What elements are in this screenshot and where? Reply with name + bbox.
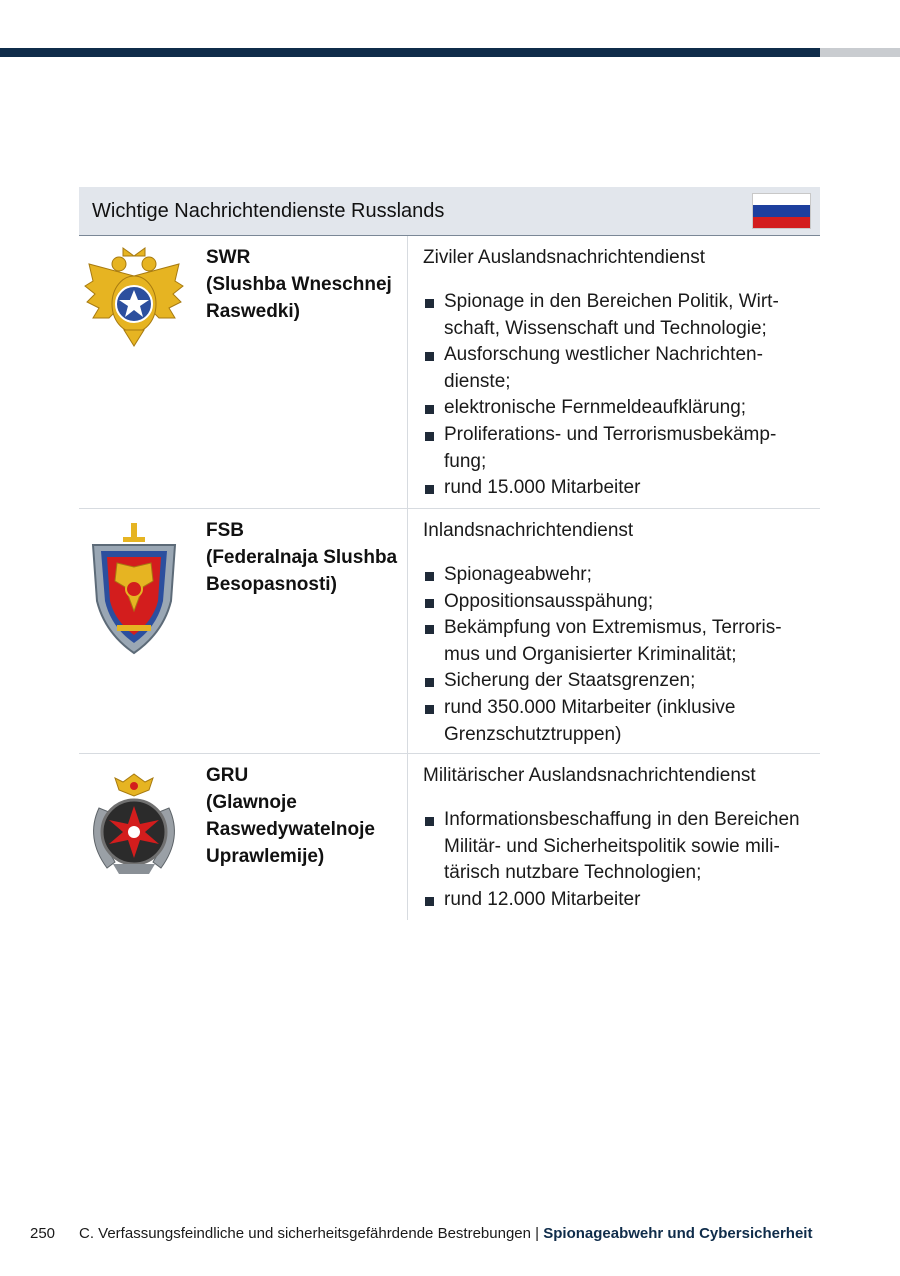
list-item: Ausforschung westlicher Nachrichten-dienste;: [423, 342, 820, 395]
bullet-list: [423, 289, 820, 502]
description-title: Ziviler Auslandsnachrichtendienst: [423, 247, 705, 268]
fsb-emblem-icon: [79, 509, 189, 659]
page-number: 250: [30, 1225, 56, 1242]
intelligence-services-table: [79, 187, 820, 920]
description-cell: [407, 754, 820, 920]
flag-stripe-red: [753, 217, 810, 228]
list-item: Informationsbeschaffung in den Bereichen Militär- und Sicherheitspolitik sowie mili-tärisch nutzbare Technologien;: [423, 807, 820, 887]
bullet-list: [423, 807, 820, 913]
top-accent-bar: [0, 48, 820, 57]
list-item: rund 350.000 Mitarbeiter (inklusive Grenzschutztruppen): [423, 695, 820, 748]
logo-cell: [79, 754, 189, 884]
service-fullname-line: (Glawnoje: [206, 792, 297, 813]
service-name: [206, 244, 406, 325]
footer-separator: |: [535, 1225, 540, 1242]
table-row-swr: [79, 236, 820, 509]
list-item: Oppositionsausspähung;: [423, 589, 820, 616]
table-row-gru: [79, 754, 820, 920]
service-name: [206, 517, 406, 598]
service-fullname-line: (Slushba Wneschnej: [206, 274, 392, 295]
footer-subsection: Spionageabwehr und Cybersicherheit: [543, 1225, 813, 1242]
gru-emblem-icon: [79, 754, 189, 884]
description-title: Inlandsnachrichtendienst: [423, 520, 634, 541]
description-cell: [407, 236, 820, 508]
service-abbreviation: GRU: [206, 765, 249, 786]
flag-stripe-blue: [753, 205, 810, 216]
table-row-fsb: [79, 509, 820, 754]
page-footer: [30, 1225, 812, 1242]
service-abbreviation: SWR: [206, 247, 251, 268]
description-cell: [407, 509, 820, 753]
list-item: Sicherung der Staatsgrenzen;: [423, 668, 820, 695]
list-item: rund 15.000 Mitarbeiter: [423, 475, 820, 502]
list-item: elektronische Fernmeldeaufklärung;: [423, 395, 820, 422]
service-fullname-line: Raswedki): [206, 301, 300, 322]
service-fullname-line: Uprawlemije): [206, 846, 325, 867]
service-fullname-line: (Federalnaja Slushba: [206, 547, 398, 568]
swr-emblem-icon: [79, 236, 189, 356]
service-abbreviation: FSB: [206, 520, 244, 541]
footer-section: C. Verfassungsfeindliche und sicherheitsgefährdende Bestrebungen: [79, 1225, 531, 1242]
flag-stripe-white: [753, 194, 810, 205]
list-item: Proliferations- und Terrorismusbekämp-fung;: [423, 422, 820, 475]
description-title: Militärischer Auslandsnachrichtendienst: [423, 765, 756, 786]
logo-cell: [79, 236, 189, 356]
table-header: [79, 187, 820, 236]
service-fullname-line: Besopasnosti): [206, 574, 337, 595]
list-item: Spionageabwehr;: [423, 562, 820, 589]
logo-cell: [79, 509, 189, 659]
table-title: Wichtige Nachrichtendienste Russlands: [92, 200, 445, 222]
service-name: [206, 762, 406, 870]
list-item: rund 12.000 Mitarbeiter: [423, 887, 820, 914]
russia-flag-icon: [752, 193, 811, 229]
list-item: Bekämpfung von Extremismus, Terroris-mus und Organisierter Kriminalität;: [423, 615, 820, 668]
list-item: Spionage in den Bereichen Politik, Wirt-schaft, Wissenschaft und Technologie;: [423, 289, 820, 342]
top-accent-bar-tail: [820, 48, 900, 57]
service-fullname-line: Raswedywatelnoje: [206, 819, 375, 840]
bullet-list: [423, 562, 820, 748]
